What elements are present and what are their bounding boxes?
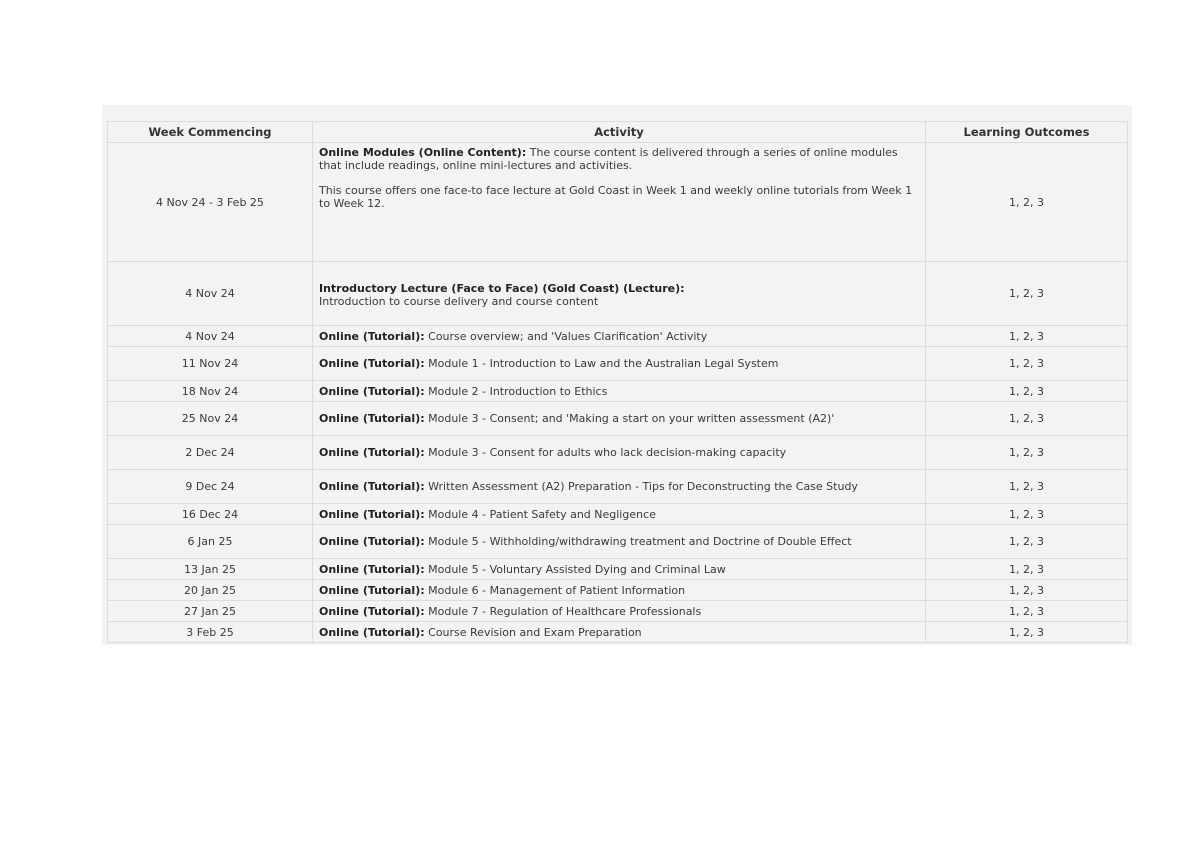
outcomes-cell: 1, 2, 3 <box>926 504 1128 525</box>
activity-lead: Introductory Lecture (Face to Face) (Gold Coast) (Lecture): <box>319 282 685 295</box>
activity-lead: Online (Tutorial): <box>319 507 425 521</box>
activity-cell <box>313 504 926 525</box>
activity-text: Written Assessment (A2) Preparation - Tips for Deconstructing the Case Study <box>424 480 858 493</box>
activity-cell <box>313 402 926 436</box>
header-activity: Activity <box>313 122 926 143</box>
activity-cell <box>313 580 926 601</box>
activity-text: The course content is delivered through a series of online modules that include readings, online mini-lectures and activities. <box>319 146 898 172</box>
week-cell: 4 Nov 24 - 3 Feb 25 <box>108 143 313 262</box>
table-row <box>108 347 1128 381</box>
week-cell: 20 Jan 25 <box>108 580 313 601</box>
week-cell: 9 Dec 24 <box>108 470 313 504</box>
schedule-panel <box>102 105 1132 645</box>
activity-text: Module 6 - Management of Patient Information <box>424 583 686 597</box>
activity-lead: Online (Tutorial): <box>319 583 425 597</box>
week-cell: 4 Nov 24 <box>108 262 313 326</box>
activity-text: Module 2 - Introduction to Ethics <box>424 384 608 398</box>
week-cell: 16 Dec 24 <box>108 504 313 525</box>
table-row <box>108 622 1128 643</box>
table-row <box>108 470 1128 504</box>
outcomes-cell: 1, 2, 3 <box>926 622 1128 643</box>
table-row <box>108 504 1128 525</box>
outcomes-cell: 1, 2, 3 <box>926 262 1128 326</box>
activity-lead: Online (Tutorial): <box>319 562 425 576</box>
table-row <box>108 326 1128 347</box>
week-cell: 18 Nov 24 <box>108 381 313 402</box>
activity-text: Course Revision and Exam Preparation <box>424 625 642 639</box>
activity-cell <box>313 436 926 470</box>
header-week: Week Commencing <box>108 122 313 143</box>
activity-lead: Online (Tutorial): <box>319 384 425 398</box>
outcomes-cell: 1, 2, 3 <box>926 580 1128 601</box>
outcomes-cell: 1, 2, 3 <box>926 347 1128 381</box>
activity-text: Module 3 - Consent; and 'Making a start on your written assessment (A2)' <box>424 412 835 425</box>
activity-lead: Online (Tutorial): <box>319 604 425 618</box>
activity-text: Introduction to course delivery and course content <box>319 295 599 308</box>
outcomes-cell: 1, 2, 3 <box>926 326 1128 347</box>
activity-cell <box>313 559 926 580</box>
outcomes-cell: 1, 2, 3 <box>926 402 1128 436</box>
activity-lead: Online (Tutorial): <box>319 446 425 459</box>
table-row <box>108 580 1128 601</box>
table-row <box>108 143 1128 262</box>
week-cell: 6 Jan 25 <box>108 525 313 559</box>
activity-cell <box>313 601 926 622</box>
outcomes-cell: 1, 2, 3 <box>926 601 1128 622</box>
table-row <box>108 381 1128 402</box>
activity-text: Module 5 - Voluntary Assisted Dying and Criminal Law <box>424 562 726 576</box>
activity-text: Module 7 - Regulation of Healthcare Professionals <box>424 604 702 618</box>
week-cell: 25 Nov 24 <box>108 402 313 436</box>
table-row <box>108 525 1128 559</box>
table-row <box>108 436 1128 470</box>
activity-text: Module 5 - Withholding/withdrawing treatment and Doctrine of Double Effect <box>424 535 852 548</box>
activity-lead: Online Modules (Online Content): <box>319 146 527 159</box>
activity-cell <box>313 622 926 643</box>
activity-lead: Online (Tutorial): <box>319 625 425 639</box>
activity-cell <box>313 470 926 504</box>
activity-text-2: This course offers one face-to face lecture at Gold Coast in Week 1 and weekly online tutorials from Week 1 to Week 12. <box>319 184 913 210</box>
activity-cell <box>313 381 926 402</box>
activity-lead: Online (Tutorial): <box>319 412 425 425</box>
activity-lead: Online (Tutorial): <box>319 535 425 548</box>
activity-cell <box>313 326 926 347</box>
table-row <box>108 601 1128 622</box>
activity-text: Course overview; and 'Values Clarification' Activity <box>424 329 708 343</box>
outcomes-cell: 1, 2, 3 <box>926 559 1128 580</box>
outcomes-cell: 1, 2, 3 <box>926 143 1128 262</box>
week-cell: 3 Feb 25 <box>108 622 313 643</box>
table-row <box>108 402 1128 436</box>
activity-lead: Online (Tutorial): <box>319 329 425 343</box>
table-row <box>108 559 1128 580</box>
activity-cell <box>313 525 926 559</box>
outcomes-cell: 1, 2, 3 <box>926 470 1128 504</box>
activity-cell <box>313 143 926 262</box>
activity-lead: Online (Tutorial): <box>319 480 425 493</box>
outcomes-cell: 1, 2, 3 <box>926 381 1128 402</box>
schedule-table <box>107 121 1128 643</box>
activity-text: Module 4 - Patient Safety and Negligence <box>424 507 656 521</box>
week-cell: 11 Nov 24 <box>108 347 313 381</box>
week-cell: 2 Dec 24 <box>108 436 313 470</box>
activity-text: Module 3 - Consent for adults who lack decision-making capacity <box>424 446 787 459</box>
week-cell: 4 Nov 24 <box>108 326 313 347</box>
table-row <box>108 262 1128 326</box>
activity-cell <box>313 347 926 381</box>
week-cell: 27 Jan 25 <box>108 601 313 622</box>
activity-cell <box>313 262 926 326</box>
header-row <box>108 122 1128 143</box>
header-outcomes: Learning Outcomes <box>926 122 1128 143</box>
activity-lead: Online (Tutorial): <box>319 357 425 370</box>
week-cell: 13 Jan 25 <box>108 559 313 580</box>
activity-text: Module 1 - Introduction to Law and the Australian Legal System <box>424 357 779 370</box>
outcomes-cell: 1, 2, 3 <box>926 436 1128 470</box>
outcomes-cell: 1, 2, 3 <box>926 525 1128 559</box>
